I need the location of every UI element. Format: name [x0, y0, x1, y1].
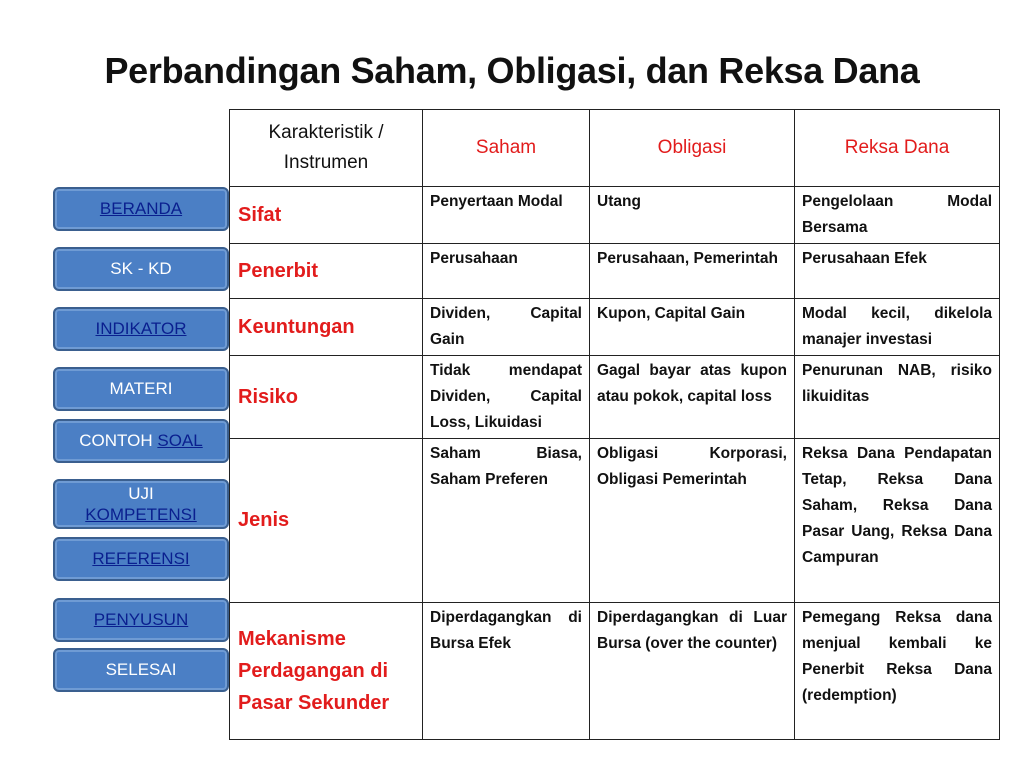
nav-label-contoh: CONTOH	[79, 430, 158, 450]
feature-keuntungan: Keuntungan	[230, 299, 423, 356]
table-header-row	[230, 110, 1000, 187]
nav-button-uji-kompetensi[interactable]	[53, 479, 229, 529]
cell-obligasi: Obligasi Korporasi, Obligasi Pemerintah	[590, 439, 795, 603]
nav-label-sk-kd: SK - KD	[110, 258, 172, 278]
cell-reksa-dana: Perusahaan Efek	[795, 244, 1000, 299]
nav-button-referensi[interactable]	[53, 537, 229, 581]
table-row-keuntungan	[230, 299, 1000, 356]
nav-label-selesai: SELESAI	[105, 659, 177, 679]
feature-sifat: Sifat	[230, 187, 423, 244]
cell-saham: Tidak mendapat Dividen, Capital Loss, Likuidasi	[423, 356, 590, 439]
cell-saham: Saham Biasa, Saham Preferen	[423, 439, 590, 603]
nav-link-soal[interactable]: SOAL	[157, 430, 203, 450]
nav-link-indikator[interactable]: INDIKATOR	[95, 318, 187, 338]
nav-button-contoh-soal[interactable]	[53, 419, 229, 463]
cell-obligasi: Gagal bayar atas kupon atau pokok, capital loss	[590, 356, 795, 439]
cell-saham: Dividen, Capital Gain	[423, 299, 590, 356]
nav-button-penyusun[interactable]	[53, 598, 229, 642]
nav-label-materi: MATERI	[109, 378, 173, 398]
table-row-jenis	[230, 439, 1000, 603]
cell-saham: Perusahaan	[423, 244, 590, 299]
nav-link-referensi[interactable]: REFERENSI	[92, 548, 190, 568]
slide-title: Perbandingan Saham, Obligasi, dan Reksa Dana	[104, 50, 920, 91]
header-reksa-dana: Reksa Dana	[795, 110, 1000, 187]
cell-reksa-dana: Pengelolaan Modal Bersama	[795, 187, 1000, 244]
comparison-table	[229, 109, 1000, 740]
cell-obligasi: Perusahaan, Pemerintah	[590, 244, 795, 299]
feature-jenis: Jenis	[230, 439, 423, 603]
nav-link-penyusun[interactable]: PENYUSUN	[93, 609, 189, 629]
nav-button-selesai[interactable]	[53, 648, 229, 692]
feature-mekanisme: Mekanisme Perdagangan di Pasar Sekunder	[230, 603, 423, 740]
cell-reksa-dana: Reksa Dana Pendapatan Tetap, Reksa Dana Saham, Reksa Dana Pasar Uang, Reksa Dana Campuran	[795, 439, 1000, 603]
cell-saham: Diperdagangkan di Bursa Efek	[423, 603, 590, 740]
header-characteristic: Karakteristik / Instrumen	[230, 110, 423, 187]
cell-saham: Penyertaan Modal	[423, 187, 590, 244]
cell-reksa-dana: Modal kecil, dikelola manajer investasi	[795, 299, 1000, 356]
cell-reksa-dana: Penurunan NAB, risiko likuiditas	[795, 356, 1000, 439]
table-row-risiko	[230, 356, 1000, 439]
table-row-sifat	[230, 187, 1000, 244]
nav-button-beranda[interactable]	[53, 187, 229, 231]
cell-obligasi: Utang	[590, 187, 795, 244]
nav-button-sk-kd[interactable]	[53, 247, 229, 291]
table-row-mekanisme	[230, 603, 1000, 740]
nav-label-uji: UJI	[128, 483, 154, 503]
nav-button-indikator[interactable]	[53, 307, 229, 351]
cell-reksa-dana: Pemegang Reksa dana menjual kembali ke Penerbit Reksa Dana (redemption)	[795, 603, 1000, 740]
cell-obligasi: Diperdagangkan di Luar Bursa (over the counter)	[590, 603, 795, 740]
header-obligasi: Obligasi	[590, 110, 795, 187]
nav-link-beranda[interactable]: BERANDA	[99, 198, 183, 218]
nav-button-materi[interactable]	[53, 367, 229, 411]
feature-penerbit: Penerbit	[230, 244, 423, 299]
feature-risiko: Risiko	[230, 356, 423, 439]
table-row-penerbit	[230, 244, 1000, 299]
cell-obligasi: Kupon, Capital Gain	[590, 299, 795, 356]
nav-link-kompetensi[interactable]: KOMPETENSI	[85, 505, 197, 524]
header-saham: Saham	[423, 110, 590, 187]
